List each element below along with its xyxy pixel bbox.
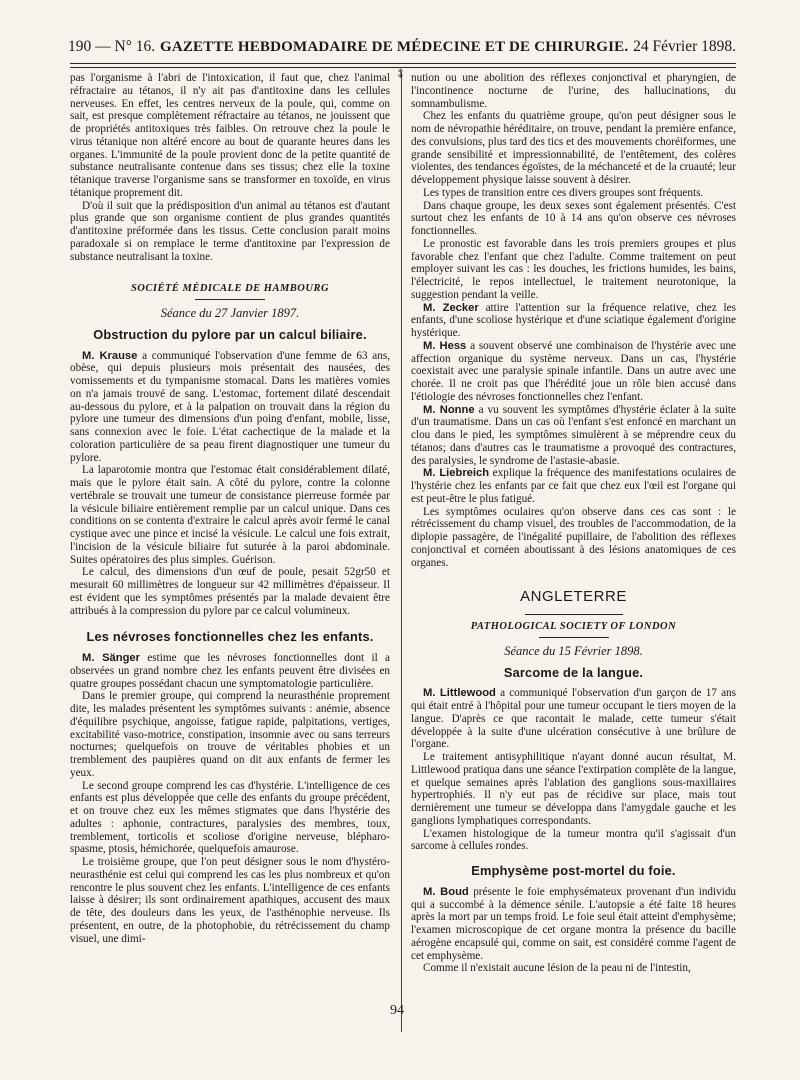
paragraph: M. Hess a souvent observé une combinaison de l'hystérie avec une affection organique du système nerveux. Dans un cas, l'hystérie coexistait avec une paralysie spinale infantile. Dans un autre avec une chorée. Il ne croit pas que l'hérédité joue un rôle bien accusé dans l'étiologie des névroses fonctionnelles chez l'enfant. [411, 339, 736, 403]
speaker-name: M. Krause [82, 349, 138, 362]
paragraph: M. Sänger estime que les névroses fonctionnelles dont il a observées un grand nombre chez les enfants peuvent être divisées en quatre groupes possédant chacun une symptomatologie particulière. [70, 652, 390, 690]
journal-title: GAZETTE HEBDOMADAIRE DE MÉDECINE ET DE CHIRURGIE. [159, 39, 629, 55]
paragraph: M. Liebreich explique la fréquence des manifestations oculaires de l'hystérie chez les enfants par ce fait que chez eux l'œil est l'organe qui est peut-être le plus fatigué. [411, 467, 736, 505]
page-number-issue: 190 — N° 16. [68, 38, 156, 55]
speaker-name: M. Littlewood [423, 687, 496, 700]
paragraph: M. Nonne a vu souvent les symptômes d'hystérie éclater à la suite d'un traumatisme. Dans un cas où l'enfant s'est enfoncé en marchant un clou dans le pied, les symptômes simulèrent à se méprendre ceux du tétanos; dans d'autres cas le traumatisme a provoqué des contractures, des paralysies, le syndrome de l'astasie-abasie. [411, 403, 736, 467]
left-column [70, 72, 390, 1032]
header-rule [70, 63, 736, 64]
divider-rule [195, 299, 265, 300]
paragraph: Dans chaque groupe, les deux sexes sont également présentés. C'est surtout chez les enfants de 10 à 14 ans qu'on observe ces névroses fonctionnelles. [411, 199, 736, 237]
page-folio: 94 [390, 1003, 404, 1018]
session-date: Séance du 15 Février 1898. [504, 643, 643, 658]
issue-date: 24 Février 1898. [633, 38, 736, 55]
paragraph: La laparotomie montra que l'estomac était considérablement dilaté, mais que le pylore était sain. A côté du pylore, contre la colonne vertébrale se trouvait une tumeur de consistance pierreuse formée par la vésicule biliaire entièrement remplie par un calcul unique. Dans ces conditions on se contenta d'extraire le calcul après avoir fermé le canal cystique avec une pince et incisé la vésicule. Le calcul une fois extrait, l'incision de la vésicule biliaire fut suturée à la paroi abdominale. Suites opératoires des plus simples. Guérison. [70, 464, 390, 566]
paragraph: pas l'organisme à l'abri de l'intoxication, il faut que, chez l'animal réfractaire au tétanos, il n'y ait pas d'antitoxine dans les cellules nerveuses. En effet, les centres nerveux de la poule, qui, comme on sait, est presque complètement réfractaire au tétanos, ne jouissent que de propriétés antitoxiques très faibles. On retrouve chez la poule le virus tétanique non altéré encore au bout de quarante heures dans les organes. L'immunité de la poule provient donc de la petite quantité de substance neutralisante contenue dans ses tissus; chez elle la toxine tétanique traverse l'organisme sans se transformer en toxoïde, en virus tétanique proprement dit. [70, 72, 390, 199]
paragraph: Le traitement antisyphilitique n'ayant donné aucun résultat, M. Littlewood pratiqua dans une séance l'extirpation complète de la langue, et quelque semaines après l'ablation des ganglions sous-maxillaires hypertrophiés. Il n'y eut pas de récidive sur place, mais tout dernièrement une tumeur se développa dans l'amygdale gauche et les ganglions lymphatiques correspondants. [411, 751, 736, 827]
column-divider: ⁑ [401, 72, 402, 1032]
paragraph: Le calcul, des dimensions d'un œuf de poule, pesait 52gr50 et mesurait 60 millimètres de longueur sur 42 millimètres d'épaisseur. Il est évident que les symptômes présentés par la malade devaient être attribués à la compression du pylore par ce calcul volumineux. [70, 566, 390, 617]
speaker-name: M. Nonne [423, 403, 475, 416]
speaker-name: M. Boud [423, 885, 469, 898]
paragraph: Les types de transition entre ces divers groupes sont fréquents. [423, 186, 704, 199]
speaker-name: M. Hess [423, 339, 467, 352]
paragraph: M. Zecker attire l'attention sur la fréquence relative, chez les enfants, d'une scoliose hystérique et d'une sciatique également d'origine hystérique. [411, 301, 736, 339]
paragraph: Les symptômes oculaires qu'on observe dans ces cas sont : le rétrécissement du champ visuel, des troubles de l'accommodation, de la diplopie passagère, de l'inégalité pupillaire, de l'abolition des réflexes conjonctival et cornéen aboutissant à des lésions anatomiques de ces organes. [411, 505, 736, 569]
article-title: Sarcome de la langue. [503, 664, 644, 680]
paragraph: L'examen histologique de la tumeur montra qu'il s'agissait d'un sarcome à cellules rondes. [411, 827, 736, 853]
running-header [68, 38, 736, 62]
speaker-name: M. Zecker [423, 301, 479, 314]
header-rule-thin [70, 67, 736, 68]
paragraph: Dans le premier groupe, qui comprend la neurasthénie proprement dite, les malades présentent les symptômes suivants : anémie, absence d'équilibre psychique, angoisse, fatigue rapide, palpitations, vertiges, excitabilité vaso-motrice, constipation, insomnie avec ou sans terreurs nocturnes; quelquefois on trouve de véritables phobies et un tremblement des paupières quand on dit aux enfants de fermer les yeux. [70, 690, 390, 779]
session-date: Séance du 27 Janvier 1897. [160, 306, 300, 320]
country-heading: ANGLETERRE [520, 588, 627, 606]
speaker-name: M. Sänger [82, 652, 140, 664]
paragraph: nution ou une abolition des réflexes conjonctival et pharyngien, de l'incontinence nocturne de l'urine, des hallucinations, du somnambulisme. [411, 72, 736, 110]
paragraph: M. Littlewood a communiqué l'observation d'un garçon de 17 ans qui était entré à l'hôpital pour une tumeur occupant le tiers moyen de la langue. D'après ce que racontait le malade, cette tumeur s'était développée à la suite d'une ulcération consécutive à une brûlure de l'organe. [411, 687, 736, 751]
right-column [411, 72, 736, 1032]
paragraph: Le second groupe comprend les cas d'hystérie. L'intelligence de ces enfants est plus développée que celle des enfants du groupe précédent, et on trouve chez eux les mêmes stigmates que dans l'hystérie des adultes : aphonie, contractures, paralysies des membres, toux, tremblement, torticolis et scoliose d'origine nerveuse, blépharo-spasme, ptosis, hémichorée, quelquefois amaurose. [70, 779, 390, 856]
article-title: Les névroses fonctionnelles chez les enfants. [86, 629, 374, 645]
paragraph: Chez les enfants du quatrième groupe, qu'on peut désigner sous le nom de névropathie héréditaire, on trouve, pendant la première enfance, des convulsions, plus tard des tics et des mouvements choréiformes, une grande sensibilité et impressionnabilité, de l'entêtement, des colères violentes, des tendances égoïstes, de la méchanceté et de la cruauté; leur développement physique laisse souvent à désirer. [411, 110, 736, 186]
paragraph: Le troisième groupe, que l'on peut désigner sous le nom d'hystéro-neurasthénie est celui qui comprend les cas les plus nombreux et qu'on rencontre le plus souvent chez les enfants. L'intelligence de ces enfants laisse à désirer; ils sont ordinairement apathiques, accusent des maux de tête, des douleurs dans les yeux, de l'asthénophie nerveuse. Ils présentent, en outre, de la photophobie, du rétrécissement du champ visuel, une dimi- [70, 856, 390, 945]
paragraph: M. Boud présente le foie emphysémateux provenant d'un individu qui a succombé à la démence sénile. L'autopsie a été faite 18 heures après la mort par un temps froid. Le foie seul était atteint d'emphysème; l'examen microscopique de cet organe montra la présence du bacille aérogène encapsulé qui, comme on sait, est considéré comme l'agent de cet emphysème. [411, 885, 736, 962]
paragraph: D'où il suit que la prédisposition d'un animal au tétanos est d'autant plus grande que son organisme contient de plus grandes quantités d'antitoxine préformée dans les tissus. Cette conclusion parait moins paradoxale si on remplace le terme d'antitoxine par l'expression de substance neutralisant la toxine. [70, 199, 390, 263]
article-title: Obstruction du pylore par un calcul biliaire. [93, 326, 367, 342]
paragraph: Le pronostic est favorable dans les trois premiers groupes et plus favorable chez l'enfant que chez l'adulte. Comme traitement on peut employer suivant les cas : les douches, les frictions humides, les bains, l'électricité, le repos intellectuel, le traitement neurotonique, la suggestion pendant la veille. [411, 237, 736, 301]
paragraph: M. Krause a communiqué l'observation d'une femme de 63 ans, obèse, qui depuis plusieurs mois présentait des nausées, des vomissements et du tympanisme stomacal. Dans les matières vomies on n'a jamais trouvé de sang. L'estomac, fortement dilaté descendait au-dessous du pylore, et à la palpation on trouvait dans la région du pylore une tumeur des dimensions d'un poing d'enfant, mobile, lisse, sans connexion avec le foie. L'état cachectique de la malade et la coloration particulière de sa peau firent diagnostiquer une tumeur du pylore. [70, 349, 390, 464]
speaker-name: M. Liebreich [423, 467, 490, 480]
divider-rule [539, 637, 609, 638]
society-heading: PATHOLOGICAL SOCIETY OF LONDON [470, 621, 677, 632]
paragraph: Comme il n'existait aucune lésion de la peau ni de l'intestin, [423, 962, 691, 975]
society-heading: SOCIÉTÉ MÉDICALE DE HAMBOURG [130, 283, 330, 295]
divider-rule [525, 614, 623, 615]
article-title: Emphysème post-mortel du foie. [471, 863, 676, 878]
